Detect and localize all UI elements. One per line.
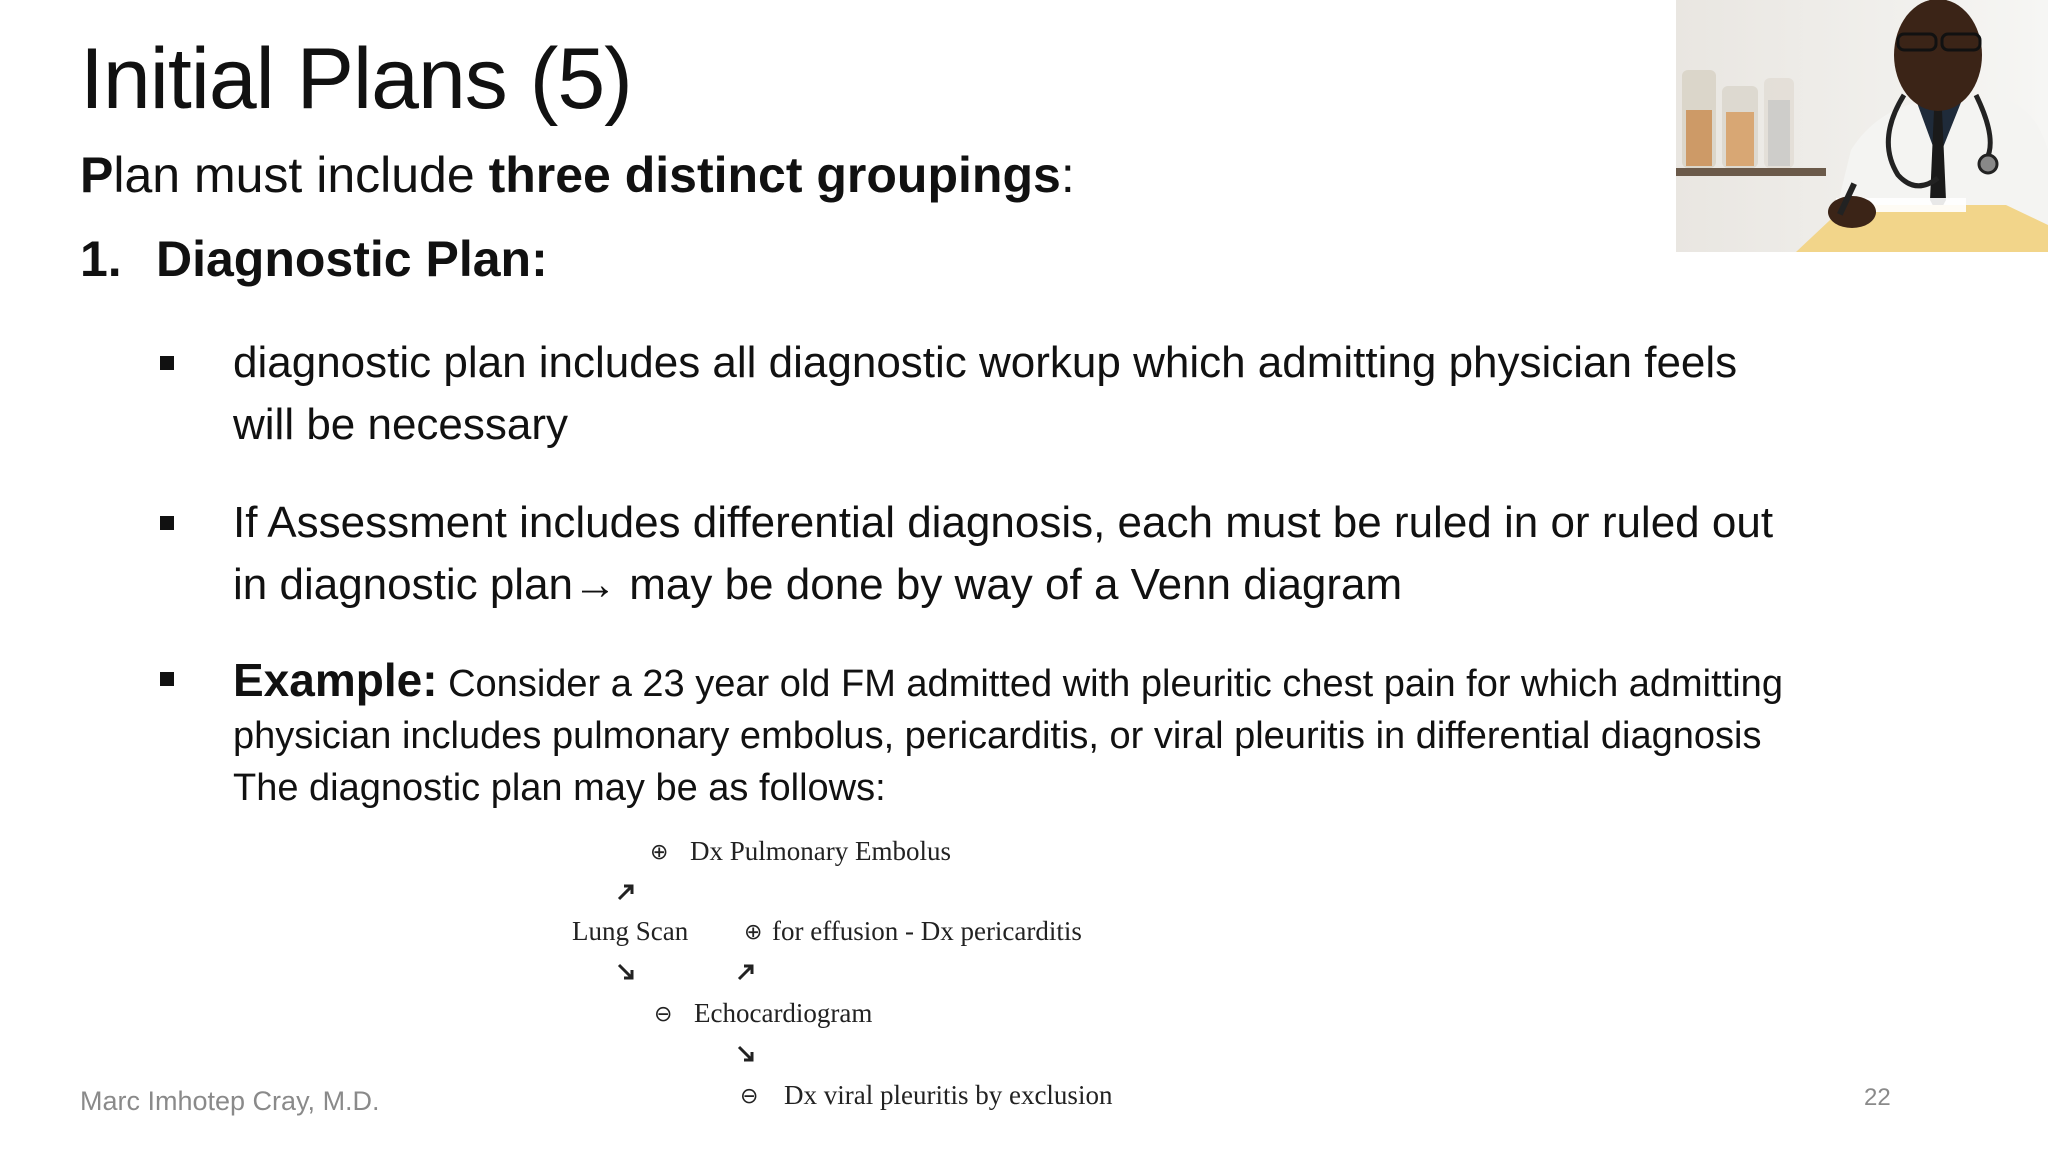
- example-text: Consider a 23 year old FM admitted with pleuritic chest pain for which admitting physician includes pulmonary embolus, pericarditis, or viral pleuritis in differential diagnosis The diagnostic plan may be as follows:: [233, 663, 1783, 809]
- node-echocardiogram: Echocardiogram: [694, 998, 873, 1028]
- subtitle-pre: lan must include: [113, 147, 489, 203]
- square-bullet-icon: [160, 672, 174, 686]
- right-arrow-icon: →: [573, 560, 618, 609]
- minus-circle-icon: ⊖: [654, 1002, 673, 1027]
- bullet-2-text-a: If Assessment includes differential diagnosis, each must be ruled in or ruled out in diagnostic plan: [233, 498, 1774, 609]
- list-heading: [80, 230, 548, 288]
- example-colon: :: [422, 654, 438, 706]
- plus-circle-icon: ⊕: [650, 840, 669, 865]
- arrow-down-right-icon: [616, 962, 636, 982]
- square-bullet-icon: [160, 516, 174, 530]
- subtitle-bold: three distinct groupings: [488, 147, 1061, 203]
- bullet-2-text-b: may be done by way of a Venn diagram: [617, 560, 1403, 609]
- diagnostic-flow-diagram: [560, 826, 1120, 1126]
- minus-circle-icon: ⊖: [740, 1084, 759, 1109]
- node-lung-scan: Lung Scan: [572, 916, 689, 946]
- node-viral-pleuritis: Dx viral pleuritis by exclusion: [784, 1080, 1113, 1110]
- subtitle: [80, 146, 1075, 204]
- title-text: Initial Plans: [80, 31, 507, 127]
- square-bullet-icon: [160, 356, 174, 370]
- bullet-1-text: diagnostic plan includes all diagnostic workup which admitting physician feels will be necessary: [233, 338, 1738, 449]
- node-effusion-pericarditis: for effusion - Dx pericarditis: [772, 916, 1082, 946]
- doctor-image: [1676, 0, 2048, 252]
- title-number: (5): [529, 31, 632, 127]
- list-heading-text: Diagnostic Plan:: [156, 231, 548, 287]
- arrow-up-right-icon: [736, 962, 756, 982]
- arrow-up-right-icon: [616, 882, 636, 902]
- list-number: 1.: [80, 231, 122, 287]
- node-pulmonary-embolus: Dx Pulmonary Embolus: [690, 836, 951, 866]
- slide-title: [80, 30, 632, 129]
- example-label: [233, 654, 438, 706]
- plus-circle-icon: ⊕: [744, 920, 763, 945]
- bullet-2-text: [233, 492, 1800, 616]
- bullet-3-text: [233, 654, 1800, 814]
- doctor-photo: [1676, 0, 2048, 252]
- example-label-text: Example: [233, 654, 423, 706]
- page-number: 22: [1864, 1084, 1891, 1111]
- bullet-3: [160, 654, 1800, 814]
- subtitle-post: :: [1060, 147, 1075, 203]
- footer-author: Marc Imhotep Cray, M.D.: [80, 1086, 380, 1116]
- bullet-2: [160, 492, 1800, 616]
- arrow-down-right-icon: [736, 1044, 756, 1064]
- subtitle-first-letter: P: [80, 147, 114, 203]
- bullet-1: [160, 332, 1800, 456]
